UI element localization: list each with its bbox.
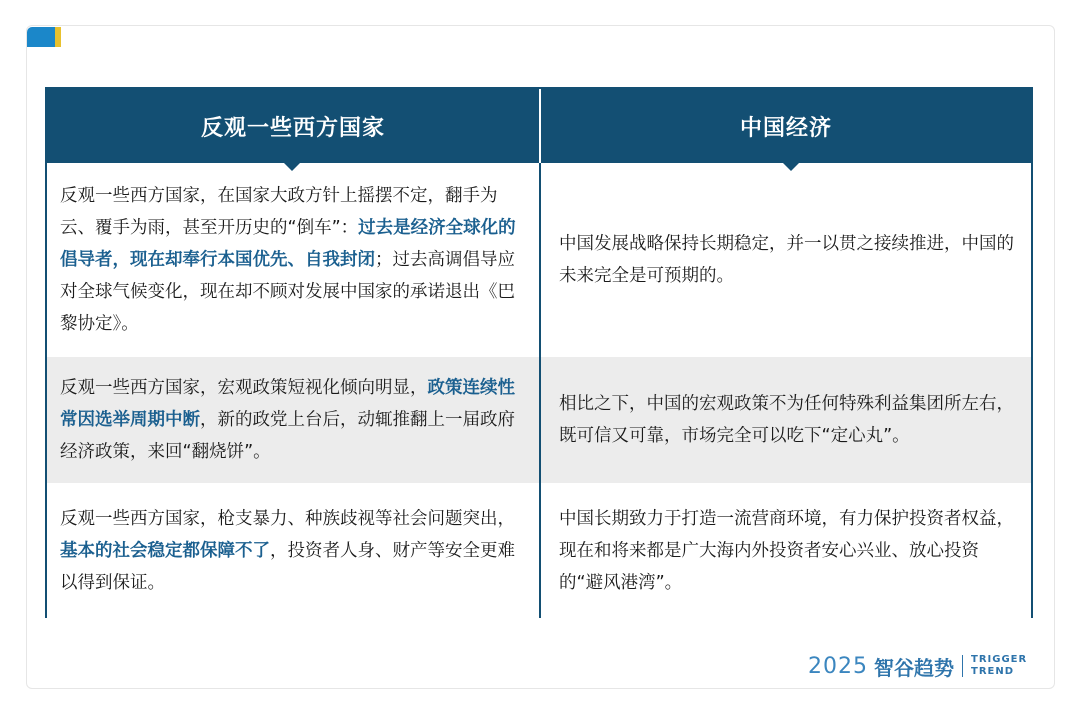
corner-accent-mark (27, 27, 63, 47)
body-text: 中国发展战略保持长期稳定，并一以贯之接续推进，中国的未来完全是可预期的。 (559, 234, 1014, 286)
body-text: ，新的政党上台后，动辄推翻上一届政府经济政策，来回“翻烧饼”。 (60, 410, 515, 462)
cell-china-1 (559, 163, 1021, 357)
logo-english (971, 654, 1027, 678)
brand-logo (808, 650, 1027, 682)
cell-china-2 (559, 357, 1021, 483)
header-pointer-right (783, 163, 799, 171)
body-text: 反观一些西方国家，宏观政策短视化倾向明显， (60, 378, 428, 398)
cell-west-1 (60, 163, 528, 357)
body-text: 反观一些西方国家，在国家大政方针上摇摆不定，翻手为云、覆手为雨，甚至开历史的“倒车”： (60, 186, 498, 238)
logo-separator (962, 655, 963, 677)
highlight-text: 政策连续性常因选举周期中断 (60, 378, 515, 430)
header-west: 反观一些西方国家 (200, 115, 385, 141)
logo-en-line1: TRIGGER (971, 654, 1028, 665)
logo-en-line2: TREND (971, 666, 1015, 677)
header-china: 中国经济 (739, 115, 832, 141)
body-text: 相比之下，中国的宏观政策不为任何特殊利益集团所左右，既可信又可靠，市场完全可以吃下“定心丸”。 (559, 394, 1014, 446)
highlight-text: 基本的社会稳定都保障不了 (60, 540, 270, 561)
body-text: ，投资者人身、财产等安全更难以得到保证。 (60, 540, 515, 593)
body-text: 中国长期致力于打造一流营商环境，有力保护投资者权益，现在和将来都是广大海内外投资者安心兴业、放心投资的“避风港湾”。 (559, 508, 1014, 593)
cell-china-3 (559, 483, 1021, 618)
header-pointer-left (284, 163, 300, 171)
logo-name: 智谷趋势 (874, 655, 954, 680)
corner-accent-blue (27, 27, 55, 47)
body-text: ；过去高调倡导应对全球气候变化，现在却不顾对发展中国家的承诺退出《巴黎协定》。 (60, 250, 515, 334)
body-text: 反观一些西方国家，枪支暴力、种族歧视等社会问题突出， (60, 508, 515, 529)
highlight-text: 过去是经济全球化的倡导者，现在却奉行本国优先、自我封闭 (60, 218, 516, 270)
column-divider (539, 163, 541, 618)
cell-west-3 (60, 483, 528, 618)
cell-west-2 (60, 357, 528, 483)
corner-accent-yellow (55, 27, 61, 47)
comparison-table (45, 87, 1033, 618)
table-header (47, 89, 1031, 163)
logo-year: 2025 (808, 653, 868, 679)
